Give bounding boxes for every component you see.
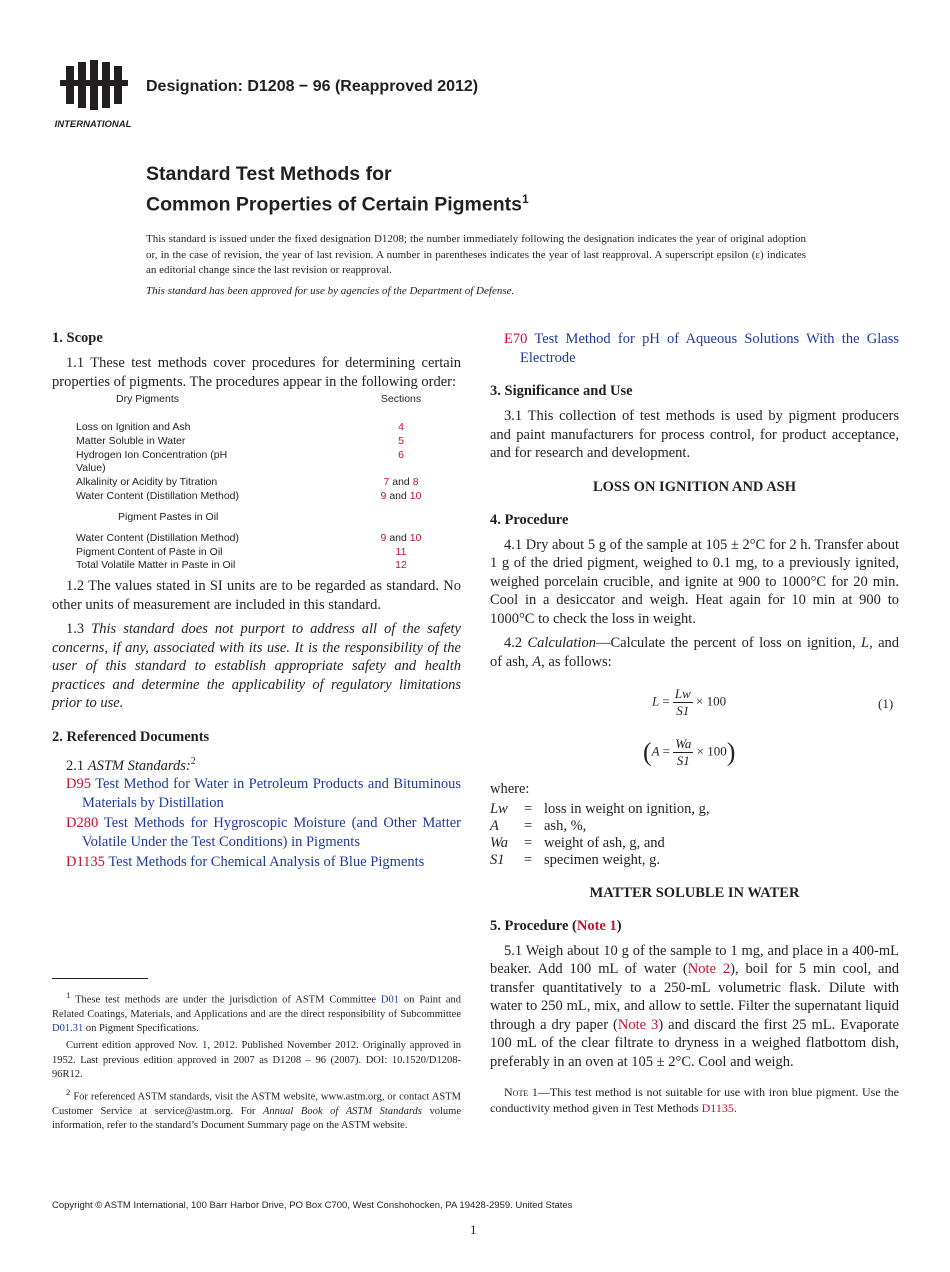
footnote-divider <box>52 978 148 979</box>
significance-3-1: 3.1 This collection of test methods is used by pigment producers and paint manufacturers for process control, for product acceptance, and for research and development. <box>490 408 899 461</box>
ref-item <box>52 853 461 872</box>
scope-heading: 1. Scope <box>52 330 103 346</box>
title-footnote-mark: 1 <box>521 192 529 206</box>
logo-wordmark: INTERNATIONAL <box>54 119 132 130</box>
loss-heading: LOSS ON IGNITION AND ASH <box>592 478 797 495</box>
list-item: S1 = specimen weight, g. <box>490 851 660 868</box>
note-1-ref-link[interactable]: D1135 <box>701 1100 734 1115</box>
table-head-sections: Sections <box>380 393 422 405</box>
title-line-1: Standard Test Methods for <box>146 163 392 185</box>
designation: Designation: D1208 − 96 (Reapproved 2012) <box>146 78 479 95</box>
table-row: Total Volatile Matter in Paste in Oil 12 <box>76 559 407 572</box>
right-column <box>490 330 899 671</box>
ref-item <box>490 330 899 367</box>
section-link[interactable]: 5 <box>398 434 404 447</box>
significance-heading: 3. Significance and Use <box>490 383 633 399</box>
footnotes <box>52 988 461 1134</box>
copyright-footer: Copyright © ASTM International, 100 Barr Harbor Drive, PO Box C700, West Conshohocken, PA 19428-2959. United States <box>52 1200 573 1211</box>
ref-item <box>52 775 461 812</box>
table-row: Matter Soluble in Water 5 <box>76 434 404 447</box>
soluble-heading: MATTER SOLUBLE IN WATER <box>589 884 800 901</box>
refs-heading: 2. Referenced Documents <box>52 728 210 745</box>
approval-statement: This standard has been approved for use by agencies of the Department of Defense. <box>146 285 515 297</box>
list-item: A = ash, %, <box>490 817 587 834</box>
equation-1: L = $\frac{Lw}{S1}$ × 100 <box>652 686 727 718</box>
where-label: where: <box>490 781 530 797</box>
page-number: 1 <box>470 1222 477 1237</box>
title-line-2: Common Properties of Certain Pigments <box>146 193 522 216</box>
table-row: Water Content (Distillation Method) 9 and 10 <box>76 531 422 544</box>
table-head-pastes: Pigment Pastes in Oil <box>118 510 219 523</box>
section-link[interactable]: 10 <box>409 531 422 544</box>
table-row: Alkalinity or Acidity by Titration 7 and 8 <box>76 476 419 489</box>
section-link[interactable]: 9 <box>380 489 387 502</box>
definitions-list <box>490 801 710 869</box>
table-row: Hydrogen Ion Concentration (pH Value) 6 <box>76 448 404 475</box>
section-link[interactable]: 10 <box>409 489 422 502</box>
ref-code-link[interactable]: E70 <box>504 331 528 347</box>
committee-link[interactable]: D01 <box>380 994 399 1006</box>
footnote-1: $^1$ These test methods are under the jurisdiction of ASTM Committee D01 on Paint and Related Coatings, Materials, and Applications and are the direct responsibility of Subcommittee D01.31 on Pigment Specifications. <box>52 990 462 1035</box>
section-link[interactable]: 12 <box>395 559 407 572</box>
section-link[interactable]: 7 <box>383 476 390 489</box>
procedure-4-heading: 4. Procedure <box>490 511 569 528</box>
ref-title-link[interactable]: Test Method for Water in Petroleum Products and Bituminous Materials by Distillation <box>82 776 461 811</box>
astm-logo-icon <box>52 56 134 132</box>
section-link[interactable]: 9 <box>380 531 387 544</box>
page-title <box>146 162 529 218</box>
note-1: Note 1—This test method is not suitable for use with iron blue pigment. Use the conductivity method given in Test Methods D1135. <box>490 1085 899 1115</box>
ref-title-link[interactable]: Test Methods for Chemical Analysis of Blue Pigments <box>108 854 425 870</box>
section-link[interactable]: 4 <box>398 421 404 433</box>
footnote-1-edition: Current edition approved Nov. 1, 2012. Published November 2012. Originally approved in 1952. Last previous edition approved in 2007 as D1208 – 96 (2007). DOI: 10.1520/D1208-96R12. <box>52 1040 461 1080</box>
section-link[interactable]: 8 <box>412 476 419 489</box>
intro-paragraph: This standard is issued under the fixed designation D1208; the number immediately following the designation indicates the year of original adoption or, in the case of revision, the year of last revision. A number in parentheses indicates the year of last reapproval. A superscript epsilon (ε) indicates an editorial change since the last revision or reapproval. <box>146 233 806 276</box>
astm-international-logo <box>52 56 134 132</box>
section-link[interactable]: 6 <box>398 448 404 461</box>
ref-title-link[interactable]: Test Methods for Hygroscopic Moisture (and Other Matter Volatile Under the Test Conditions) in Pigments <box>82 815 461 850</box>
scope-1-3: 1.3 This standard does not purport to address all of the safety concerns, if any, associated with its use. It is the responsibility of the user of this standard to establish appropriate safety and health practices and determine the applicability of regulatory limitations prior to use. <box>52 621 461 712</box>
table-head-dry: Dry Pigments <box>116 393 180 405</box>
section-link[interactable]: 11 <box>395 545 407 558</box>
scope-1-1: 1.1 These test methods cover procedures for determining certain properties of pigments. The procedures appear in the following order: <box>52 355 461 390</box>
note-1-link[interactable]: Note 1 <box>576 917 617 934</box>
table-row: Loss on Ignition and Ash 4 <box>76 421 404 433</box>
list-item: Lw = loss in weight on ignition, g, <box>490 800 710 817</box>
ref-code-link[interactable]: D280 <box>66 815 99 831</box>
ref-item <box>52 814 461 851</box>
right-column-lower <box>490 780 899 1116</box>
table-row: Pigment Content of Paste in Oil 11 <box>76 545 407 558</box>
procedure-5-1: 5.1 Weigh about 10 g of the sample to 1 mg, and place in a 400-mL beaker. Add 100 mL of water (Note 2), boil for 5 min cool, and transfer quantitatively to a 250-mL volumetric flask. Dilute with water to 250 mL, mix, and allow to settle. Filter the supernatant liquid through a dry paper (Note 3) and discard the first 25 mL. Evaporate 100 mL of the clear filtrate to dryness in a weighed flatbottom dish, preferably in an oven at 105 ± 2°C. Cool and weigh. <box>490 942 899 1070</box>
procedure-5-heading: 5. Procedure (Note 1) <box>490 917 622 934</box>
ref-title-link[interactable]: Test Method for pH of Aqueous Solutions With the Glass Electrode <box>520 331 899 366</box>
table-row: Water Content (Distillation Method) 9 and 10 <box>76 489 422 502</box>
note-2-link[interactable]: Note 2 <box>687 961 731 977</box>
procedure-4-1: 4.1 Dry about 5 g of the sample at 105 ± 2°C for 2 h. Transfer about 1 g of the dried pigment, weighed to 0.1 mg, to a previously ignited, weighed porcelain crucible, and ignite at 900 to 1000°C for 20 min. Cool in a desiccator and weigh. Heat again for 10 min at 900 to 1000°C to check the loss in weight. <box>490 536 899 627</box>
list-item: Wa = weight of ash, g, and <box>490 834 665 851</box>
footnote-2: $^2$ For referenced ASTM standards, visit the ASTM website, www.astm.org, or contact ASTM Customer Service at service@astm.org. For Annual Book of ASTM Standards volume information, refer to the standard’s Document Summary page on the ASTM website. <box>52 1087 461 1132</box>
procedures-table <box>76 393 446 573</box>
ref-code-link[interactable]: D95 <box>66 776 91 792</box>
note-3-link[interactable]: Note 3 <box>617 1016 659 1033</box>
ref-code-link[interactable]: D1135 <box>66 854 105 870</box>
subcommittee-link[interactable]: D01.31 <box>52 1023 84 1035</box>
left-column <box>52 330 461 872</box>
scope-1-2: 1.2 The values stated in SI units are to be regarded as standard. No other units of measurement are included in this standard. <box>52 578 461 613</box>
refs-2-1: 2.1 ASTM Standards:$^2$ <box>66 755 196 774</box>
equation-1-label: (1) <box>878 696 894 711</box>
equation-2: (A = $\frac{Wa}{S1}$ × 100) <box>643 736 736 768</box>
procedure-4-2: 4.2 Calculation—Calculate the percent of loss on ignition, L, and of ash, A, as follows: <box>490 635 899 670</box>
